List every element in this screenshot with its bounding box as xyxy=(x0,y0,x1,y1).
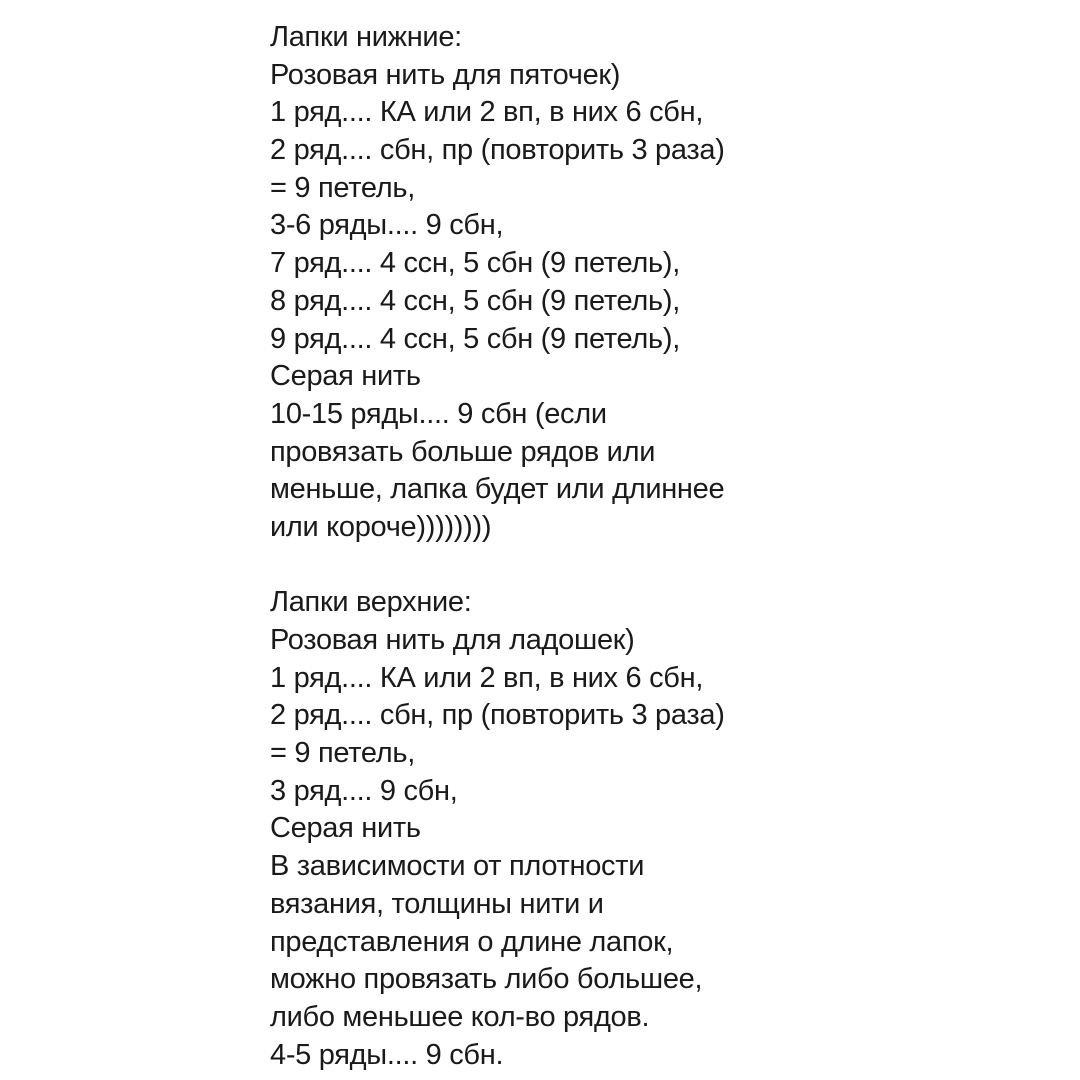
section-upper-paws xyxy=(270,584,1060,1074)
section-spacer xyxy=(270,547,1060,585)
text-line: Розовая нить для пяточек) xyxy=(270,58,621,91)
text-line: = 9 петель, xyxy=(270,737,415,770)
text-line: меньше, лапка будет или длиннее xyxy=(270,473,725,506)
section-heading: Лапки верхние: xyxy=(270,586,472,619)
text-line: 1 ряд.... КА или 2 вп, в них 6 сбн, xyxy=(270,661,704,694)
text-line: представления о длине лапок, xyxy=(270,925,674,958)
text-line: Розовая нить для ладошек) xyxy=(270,624,635,656)
section-heading: Лапки нижние: xyxy=(270,21,462,53)
text-line: 3 ряд.... 9 сбн, xyxy=(270,774,458,807)
text-line: 2 ряд.... сбн, пр (повторить 3 раза) xyxy=(270,134,725,167)
text-line: 7 ряд.... 4 ссн, 5 сбн (9 петель), xyxy=(270,247,680,280)
text-line: = 9 петель, xyxy=(270,171,415,204)
text-line: или короче)))))))) xyxy=(270,510,492,543)
text-line: либо меньшее кол-во рядов. xyxy=(270,1000,650,1033)
text-line: 9 ряд.... 4 ссн, 5 сбн (9 петель), xyxy=(270,322,680,355)
text-line: провязать больше рядов или xyxy=(270,435,656,468)
text-line: 1 ряд.... КА или 2 вп, в них 6 сбн, xyxy=(270,96,704,129)
text-line: можно провязать либо большее, xyxy=(270,963,703,996)
section-lower-paws xyxy=(270,19,1060,547)
text-line: В зависимости от плотности xyxy=(270,850,645,883)
instructions-document xyxy=(270,19,1060,1074)
text-line: Серая нить xyxy=(270,360,421,393)
text-line: 10-15 ряды.... 9 сбн (если xyxy=(270,397,607,430)
text-line: Серая нить xyxy=(270,812,421,845)
text-line: 4-5 ряды.... 9 сбн. xyxy=(270,1038,504,1071)
text-line: 2 ряд.... сбн, пр (повторить 3 раза) xyxy=(270,699,725,732)
text-line: вязания, толщины нити и xyxy=(270,887,604,920)
text-line: 8 ряд.... 4 ссн, 5 сбн (9 петель), xyxy=(270,284,680,317)
text-line: 3-6 ряды.... 9 сбн, xyxy=(270,209,504,242)
